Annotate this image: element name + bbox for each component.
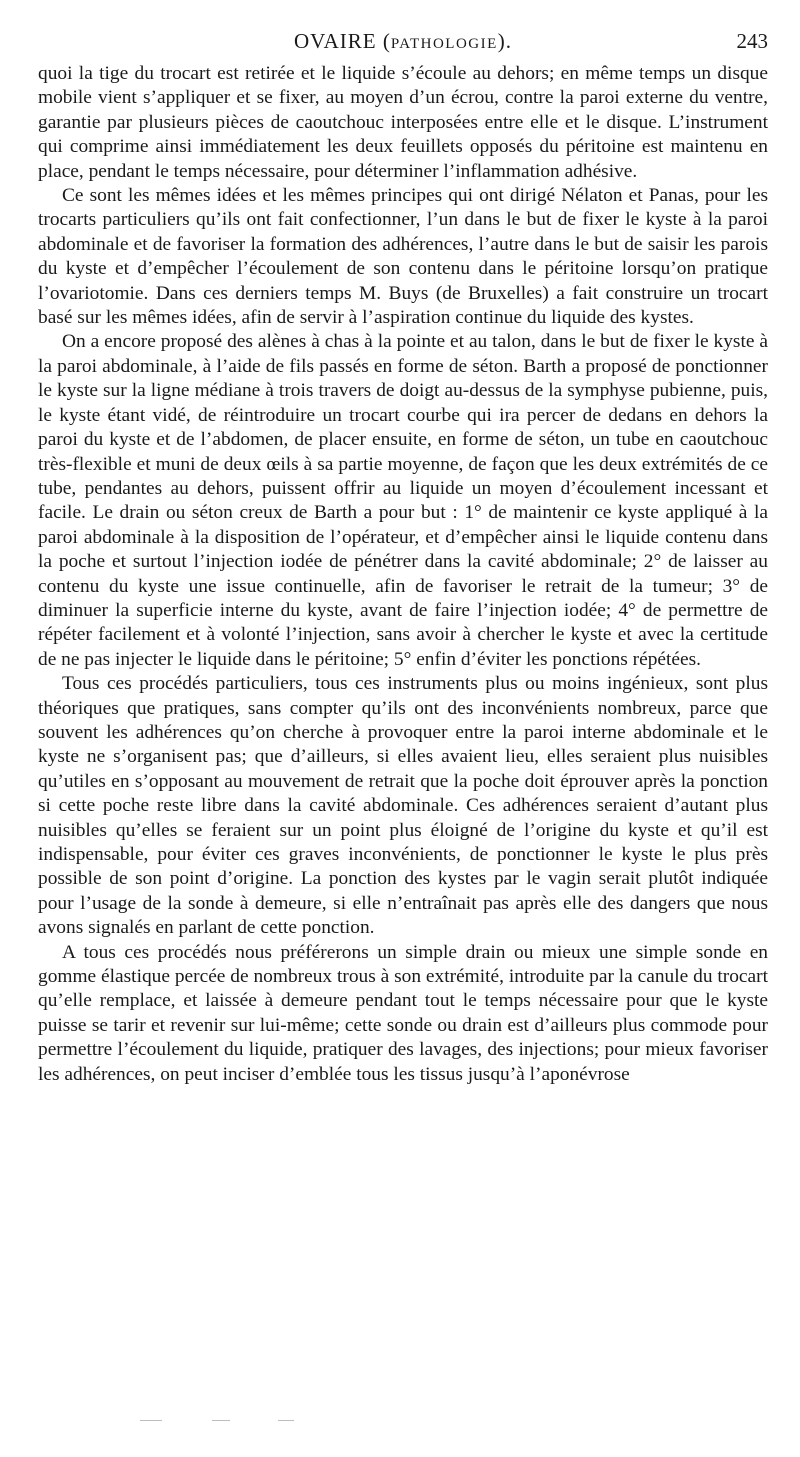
body-text	[38, 62, 768, 1087]
paragraph-simple-drain: A tous ces procédés nous préférerons un simple drain ou mieux une simple sonde en gomme élastique percée de nombreux trous à son extrémité, introduite par la canule du trocart qu’elle remplace, et laissée à demeure pendant tout le temps nécessaire pour que le kyste puisse se tarir et revenir sur lui-même; cette sonde ou drain est d’ailleurs plus commode pour permettre l’écoulement du liquide, pratiquer des lavages, des injections; pour mieux favoriser les adhérences, on peut inciser d’emblée tous les tissus jusqu’à l’aponévrose	[38, 941, 768, 1085]
running-title-subtitle: PATHOLOGIE	[390, 36, 498, 52]
paragraph-nelaton-panas: Ce sont les mêmes idées et les mêmes principes qui ont dirigé Nélaton et Panas, pour les trocarts particuliers qu’ils ont fait confectionner, l’un dans le but de fixer le kyste à la paroi abdominale et de favoriser la formation des adhérences, l’autre dans le but de saisir les parois du kyste et d’empêcher l’écoulement de son contenu dans le péritoine lorsqu’on pratique l’ovariotomie. Dans ces derniers temps M. Buys (de Bruxelles) a fait construire un trocart basé sur les mêmes idées, afin de servir à l’aspiration continue du liquide des kystes.	[38, 185, 768, 329]
scan-mark	[212, 1420, 230, 1421]
paragraph-barth-drain: On a encore proposé des alènes à chas à la pointe et au talon, dans le but de fixer le kyste à la paroi abdominale, à l’aide de fils passés en forme de séton. Barth a proposé de ponctionner le kyste sur la ligne médiane à trois travers de doigt au-dessus de la symphyse pubienne, puis, le kyste étant vidé, de réintroduire un trocart courbe qui ira percer de dedans en dehors la paroi du kyste et de l’abdomen, de placer ensuite, en forme de séton, un tube en caoutchouc très-flexible et muni de deux œils à sa partie moyenne, de façon que les deux extrémités de ce tube, pendantes au dehors, puissent offrir au liquide un moyen d’écoulement incessant et facile. Le drain ou séton creux de Barth a pour but : 1° de maintenir ce kyste appliqué à la paroi abdominale à la disposition de l’opérateur, et d’empêcher ainsi le liquide contenu dans la poche et surtout l’injection iodée de pénétrer dans la cavité abdominale; 2° de laisser au contenu du kyste une issue continuelle, afin de favoriser le retrait de la tumeur; 3° de diminuer la superficie interne du kyste, avant de faire l’injection iodée; 4° de permettre de répéter facilement et à volonté l’injection, sans avoir à chercher le kyste et avec la certitude de ne pas injecter le liquide dans le péritoine; 5° enfin d’éviter les ponctions répétées.	[38, 331, 768, 670]
running-title-main: OVAIRE (	[293, 29, 391, 53]
scan-mark	[278, 1420, 294, 1421]
page-header	[38, 28, 768, 62]
running-title	[38, 28, 768, 57]
footer-scan-marks	[140, 1420, 440, 1424]
running-title-end: ).	[497, 29, 513, 53]
paragraph-procedures-critique: Tous ces procédés particuliers, tous ces instruments plus ou moins ingénieux, sont plus théoriques que pratiques, sans compter qu’ils ont des inconvénients nombreux, parce que souvent les adhérences qu’on cherche à provoquer entre la paroi interne abdominale et le kyste ne s’organisent pas; que d’ailleurs, si elles avaient lieu, elles seraient plus nuisibles qu’utiles en s’opposant au mouvement de retrait que la poche doit éprouver après la ponction si cette poche reste libre dans la cavité abdominale. Ces adhérences seraient d’autant plus nuisibles qu’elles se feraient sur un point plus éloigné de l’origine du kyste et qu’il est indispensable, pour éviter ces graves inconvénients, de ponctionner le kyste le plus près possible de son point d’origine. La ponction des kystes par le vagin serait plutôt indiquée pour l’usage de la sonde à demeure, si elle n’entraînait pas après elle des dangers que nous avons signalés en parlant de cette ponction.	[38, 673, 768, 939]
scan-mark	[140, 1420, 162, 1421]
paragraph-continuation: quoi la tige du trocart est retirée et le liquide s’écoule au dehors; en même temps un disque mobile vient s’appliquer et se fixer, au moyen d’un écrou, contre la paroi externe du ventre, garantie par plusieurs pièces de caoutchouc interposées entre elle et le disque. L’instrument qui comprime ainsi immédiatement les deux feuillets opposés du péritoine est maintenu en place, pendant le temps nécessaire, pour déterminer l’inflammation adhésive.	[38, 63, 768, 182]
page-number: 243	[736, 29, 768, 53]
book-page	[38, 28, 768, 1087]
